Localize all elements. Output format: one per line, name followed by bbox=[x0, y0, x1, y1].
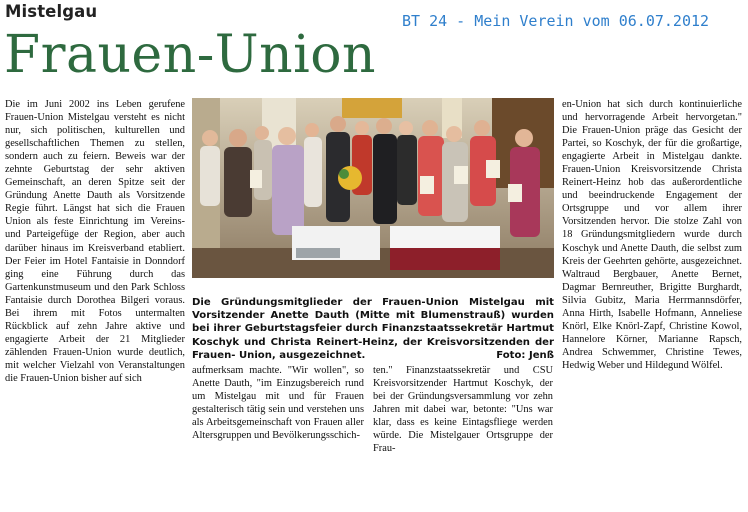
group-photo bbox=[192, 98, 554, 278]
group-photo-illustration bbox=[192, 98, 554, 278]
article-column-1: Die im Juni 2002 ins Leben gerufene Frauen-Union Mistelgau versteht es nicht nur, sich politischen, kulturellen und gesellschaftlichen Themen zu stellen, sondern auch zu feiern. Beweis war der zehnte Geburtstag der sehr aktiven Gemeinschaft, an deren Spitze seit der Gründung Anette Dauth als Vorsitzende Regie führt. Längst hat sich die Frauen Union als feste Einrichtung im Vereins- und Parteigefüge der Region, aber auch darüber hinaus im Kreisverband etabliert. Der Feier im Hotel Fantaisie in Donndorf ging eine Führung durch das Gartenkunstmuseum und den Park Schloss Fantaisie durch Dorothea Bilgeri voraus. Bei ihrem mit Fotos untermalten Rückblick auf zehn Jahre aktive und engagierte Arbeit der 21 Mitglieder zählenden Frauen-Union wurde deutlich, mit welcher Vielzahl von Veranstaltungen die Frauen-Union bisher auf sich bbox=[5, 99, 185, 384]
section-kicker: Mistelgau bbox=[5, 2, 98, 21]
article-column-4: en-Union hat sich durch kontinuierliche und hervorragende Arbeit hervorgetan." Die Frauen-Union präge das Gesicht der Partei, so Koschyk, der für die großartige, engagierte Arbeit in Mistelgau dankte. Frauen-Union Kreisvorsitzende Christa Reinert-Heinz hob das außerordentliche und beeindruckende Engagement der Ortsgruppe und vor allem ihrer Vorsitzenden hervor. Die stolze Zahl von 18 Gründungsmitgliedern wurde durch Koschyk und Anette Dauth, die selbst zum Kreis der Geehrten gehörte, ausgezeichnet. Waltraud Bergbauer, Anette Bernet, Dagmar Bernreuther, Brigitte Burghardt, Silvia Gubitz, Maria Herrmannsdörfer, Anna Hirth, Isabelle Hofmann, Anneliese Knörl, Elke Knörl-Zapf, Christine Kowol, Hannelore Körner, Marianne Rapsch, Andrea Schwemmer, Christine Tewes, Hedwig Weber und Hildegund Wölfel. bbox=[562, 99, 742, 371]
source-line: BT 24 - Mein Verein vom 06.07.2012 bbox=[402, 12, 710, 30]
photo-caption-text: Die Gründungsmitglieder der Frauen-Union Mistelgau mit Vorsitzender Anette Dauth (Mitte mit Blumenstrauß) wurden bei ihrer Geburtstagsfeier durch Finanzstaatssekretär Hartmut Koschyk und Christa Reinert-Heinz, der Kreisvorsitzenden der Frauen- Union, ausgezeichnet. bbox=[192, 297, 554, 361]
photo-credit: Foto: Jenß bbox=[496, 349, 554, 361]
article-column-2: aufmerksam machte. "Wir wollen", so Anette Dauth, "im Einzugsbereich rund um Mistelgau mit und für Frauen gestalterisch tätig sein und verstehen uns als Arbeitsgemeinschaft von Frauen aller Altersgruppen und Bevölkerungsschich- bbox=[192, 365, 364, 442]
photo-caption bbox=[192, 296, 554, 362]
article-column-3: ten." Finanzstaatssekretär und CSU Kreisvorsitzender Hartmut Koschyk, der bei der Gründungsversammlung vor zehn Jahren mit dabei war, betonte: "Uns war klar, dass es keine Eintagsfliege werden würde. Die Mistelgauer Ortsgruppe der Frau- bbox=[373, 365, 553, 455]
headline: Frauen-Union bbox=[4, 25, 377, 85]
